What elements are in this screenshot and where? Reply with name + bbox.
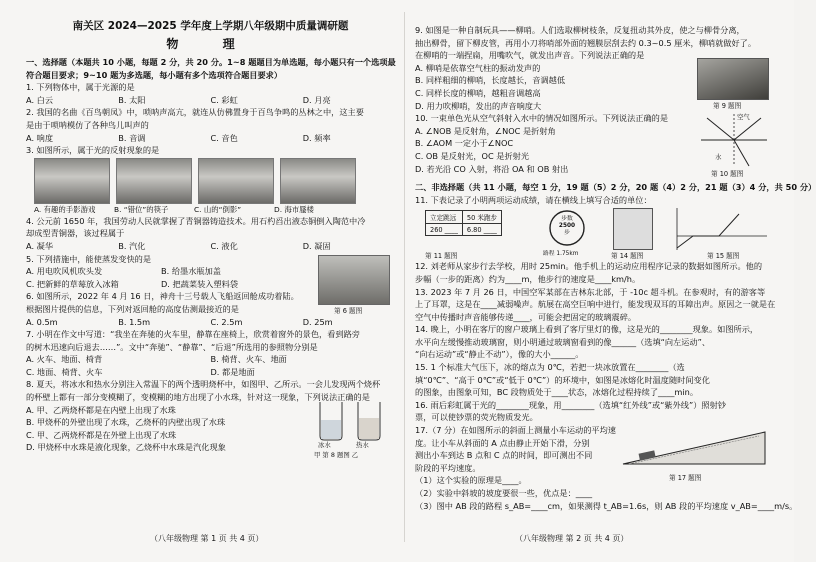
question-6-options — [26, 316, 395, 329]
option[interactable]: C. 把新鲜的草莓放入冰箱 — [26, 278, 119, 289]
question-7-cont: 的树木迅速向后退去……”。文中“奔驰”、“静靠”、“后退”所选用的参照物分别是 — [26, 341, 318, 352]
option[interactable]: A. ∠NOB 是反射角，∠NOC 是折射角 — [415, 125, 556, 136]
option[interactable]: C. 液化 — [210, 240, 238, 251]
option[interactable]: D. 若光沿 CO 入射，将沿 OA 和 OB 射出 — [415, 163, 569, 174]
option[interactable]: D. 海市蜃楼 — [274, 204, 314, 214]
question-12: 12. 刘老师从家步行去学校，用时 25min。他手机上的运动应用程序记录的数据如图所示。他的 — [415, 261, 763, 272]
question-5-options-1 — [26, 265, 296, 278]
question-4-options — [26, 240, 395, 253]
question-4-cont: 却成型青铜器，该过程属于 — [26, 228, 125, 239]
window-figure — [613, 208, 653, 250]
option[interactable]: C. 山的“倒影” — [194, 204, 242, 214]
option[interactable]: D. 凝固 — [302, 240, 331, 251]
option[interactable]: D. 频率 — [302, 132, 331, 143]
refraction-diagram — [701, 112, 767, 172]
beakers-figure — [312, 398, 392, 458]
question-10: 10. 一束单色光从空气斜射入水中的情况如图所示。下列说法正确的是 — [415, 113, 669, 124]
question-9-cont-2: 在柳哨的一端捏扁，用嘴吹气，就发出声音。下列说法正确的是 — [415, 50, 645, 61]
question-1: 1. 下列物体中，属于光源的是 — [26, 82, 135, 93]
incline-figure — [619, 424, 769, 472]
question-17-part-2: （2）实验中斜坡的坡度要很一些，优点是：____ — [415, 488, 593, 498]
table-cell: 260 ____ — [426, 224, 463, 236]
table-header: 50 米跑步 — [462, 211, 501, 224]
question-2-options — [26, 132, 395, 145]
option[interactable]: D. 甲烧杯中水珠是液化现象，乙烧杯中水珠是汽化现象 — [26, 442, 226, 453]
option[interactable]: B. 同样粗细的柳哨，长度越长，音调越低 — [415, 75, 566, 86]
option[interactable]: D. 月亮 — [302, 94, 331, 105]
melting-graph — [669, 206, 769, 252]
water-label: 水 — [715, 153, 722, 162]
figure-9-caption: 第 9 题图 — [713, 101, 742, 110]
option[interactable]: D. 25m — [302, 316, 333, 327]
table-header: 立定跳远 — [426, 211, 463, 224]
option[interactable]: A. 有趣的手影游戏 — [34, 204, 96, 214]
figure-11-caption: 第 11 题图 — [425, 252, 458, 261]
figure-17-caption: 第 17 题图 — [669, 474, 702, 483]
option[interactable]: A. 柳哨是依靠空气柱的振动发声的 — [415, 62, 541, 73]
figure-15-caption: 第 15 题图 — [707, 252, 740, 261]
question-5-options-2 — [26, 278, 296, 291]
section-2-heading: 二、非选择题（共 11 小题，每空 1 分，19 题（5）2 分，20 题（4）2 分，21 题（3）4 分，共 50 分） — [415, 182, 816, 193]
question-1-options — [26, 94, 395, 107]
question-17-part-1: （1）这个实验的原理是____。 — [415, 475, 527, 486]
question-17-cont: 度。让小车从斜面的 A 点由静止开始下滑，分别 — [415, 437, 590, 448]
beaker-label-ice: 冰水 — [318, 440, 331, 449]
steps-label: 步数 — [561, 216, 573, 223]
question-15: 15. 1 个标准大气压下，冰的熔点为 0℃，若把一块冰放置在________（选 — [415, 362, 685, 373]
figures-row-11-15 — [415, 206, 772, 260]
option[interactable]: B. 甲烧杯的外壁出现了水珠，乙烧杯的内壁出现了水珠 — [26, 417, 226, 428]
question-15-cont: 填“0℃”、“高于 0℃”或“低于 0℃”）的环境中，如图是冰熔化时温度随时间变化 — [415, 374, 710, 385]
option[interactable]: B. 汽化 — [118, 240, 146, 251]
hand-shadow-photo — [34, 158, 110, 204]
chopsticks-photo — [116, 158, 192, 204]
option[interactable]: A. 凝华 — [26, 240, 54, 251]
capsule-photo — [318, 255, 390, 305]
question-6-cont: 根据图片提供的信息，下列对返回舱的高度估测最接近的是 — [26, 303, 239, 314]
option[interactable]: B. 椅背、火车、地面 — [210, 354, 287, 365]
question-13-cont-2: 空气中传播时声音能够传递____，可能会把固定的玻璃震碎。 — [415, 311, 637, 322]
question-17-cont-2: 测出小车到达 B 点和 C 点的时间，即可测出不同 — [415, 450, 593, 461]
figure-14-caption: 第 14 题图 — [611, 252, 644, 261]
question-12-cont: 步幅（一步的距离）约为____m，他步行的速度是____km/h。 — [415, 273, 641, 284]
steps-value: 2500 — [558, 223, 576, 230]
question-6: 6. 如图所示，2022 年 4 月 16 日，神舟十三号载人飞船返回舱成功着陆。 — [26, 291, 299, 302]
question-14: 14. 晚上，小明在客厅的窗户玻璃上看到了客厅里灯的像，这是光的________现象。如图所示， — [415, 324, 759, 335]
option[interactable]: A. 甲、乙两烧杯都是在内壁上出现了水珠 — [26, 404, 176, 415]
figure-10-caption: 第 10 题图 — [711, 170, 744, 179]
option[interactable]: B. 给墨水瓶加盖 — [161, 266, 221, 277]
question-4: 4. 公元前 1650 年，我国劳动人民就掌握了青铜器铸造技术。用石杓舀出液态铜倒入陶范中冷 — [26, 215, 366, 226]
section-1-heading-2: 符合题目要求；9~10 题为多选题，每小题有多个选项符合题目要求） — [26, 69, 283, 80]
option[interactable]: C. 彩虹 — [210, 94, 238, 105]
mirage-photo — [280, 158, 356, 204]
question-13-cont: 上了耳罩，这是在____减弱噪声。航展在高空巨响中进行，能发现双耳的耳障出声。原因之一就是在 — [415, 299, 776, 310]
figure-6-caption: 第 6 题图 — [334, 306, 363, 315]
option[interactable]: A. 白云 — [26, 94, 54, 105]
question-17-part-3: （3）图中 AB 段的路程 s_AB=____cm，如果测得 t_AB=1.6s，则 AB 段的平均速度 v_AB=____m/s。 — [415, 500, 798, 511]
question-5: 5. 下列措施中，能使蒸发变快的是 — [26, 253, 152, 264]
sports-table — [425, 210, 502, 236]
question-16-cont: 票，可以使钞票的荧光物质发光。 — [415, 412, 538, 423]
question-3-options — [34, 205, 395, 215]
option[interactable]: C. 同样长度的柳哨，越粗音调越高 — [415, 87, 541, 98]
question-9-cont: 抽出柳骨，留下柳皮管，再用小刀将哨部外面的翘膜层刮去约 0.3~0.5 厘米，柳哨就做好了。 — [415, 37, 757, 48]
question-3-images — [34, 158, 395, 204]
mountain-reflection-photo — [198, 158, 274, 204]
option[interactable]: D. 把蔬菜装入塑料袋 — [161, 278, 239, 289]
table-cell: 6.80 ____ — [462, 224, 501, 236]
exam-subject: 物 理 — [166, 37, 255, 51]
question-3: 3. 如图所示，属于光的反射现象的是 — [26, 145, 160, 156]
question-14-cont-2: “向右运动”或“静止不动”），像的大小______。 — [415, 349, 584, 360]
question-9: 9. 如图是一种自制玩具——柳哨。人们选取柳树枝条，反复扭动其外皮，使之与柳骨分离， — [415, 25, 745, 35]
option[interactable]: B. ∠AOM 一定小于∠NOC — [415, 138, 514, 149]
question-15-cont-2: 的图象，由图象可知，BC 段物质处于____状态，冰熔化过程持续了____min。 — [415, 387, 699, 398]
option[interactable]: A. 响度 — [26, 132, 54, 143]
page-1-footer: （八年级物理 第 1 页 共 4 页） — [150, 534, 264, 543]
option[interactable]: C. 地面、椅背、火车 — [26, 366, 103, 377]
page-1 — [0, 0, 405, 562]
option[interactable]: D. 都是地面 — [210, 366, 255, 377]
step-counter-text — [547, 216, 587, 237]
question-17-cont-3: 阶段的平均速度。 — [415, 462, 481, 473]
question-8: 8. 夏天，将冰水和热水分别注入常温下的两个透明烧杯中，如图甲、乙所示。一会儿发现两个烧杯 — [26, 379, 381, 390]
option[interactable]: A. 0.5m — [26, 316, 58, 327]
question-17: 17.（7 分）在如图所示的斜面上测量小车运动的平均速 — [415, 425, 616, 436]
question-8-cont: 的杯壁上都有一部分变模糊了，变模糊的地方出现了小水珠，针对这一现象，下列说法正确的是 — [26, 392, 370, 403]
question-13: 13. 2023 年 7 月 26 日，中国空军某部在吉林东北部，于 -10c 超斗机。在参观时，有的游客等 — [415, 286, 766, 297]
steps-unit: 步 — [564, 230, 570, 237]
question-7-options-1 — [26, 353, 395, 366]
distance-label: 路程 1.75km — [543, 251, 579, 258]
beaker-label-hot: 热水 — [356, 440, 369, 449]
figure-8-caption: 甲 第 8 题图 乙 — [314, 450, 359, 459]
question-2-cont: 是由于唢呐模仿了各种鸟儿叫声的 — [26, 119, 149, 130]
page-2-footer: （八年级物理 第 2 页 共 4 页） — [515, 534, 629, 543]
option[interactable]: B. “错位”的筷子 — [114, 204, 169, 214]
air-label: 空气 — [737, 113, 750, 122]
option[interactable]: C. 音色 — [210, 132, 238, 143]
willow-whistle-photo — [697, 58, 769, 100]
question-7: 7. 小明在作文中写道：“我坐在奔驰的火车里，静靠在座椅上，欣赏着窗外的景色，看到路旁 — [26, 329, 360, 340]
question-14-cont: 水平向左缓慢推动玻璃窗，则小明通过玻璃窗看到的像______（选填“向左运动”、 — [415, 336, 711, 347]
option[interactable]: C. OB 是反射光，OC 是折射光 — [415, 150, 530, 161]
option[interactable]: B. 1.5m — [118, 316, 151, 327]
question-2: 2. 我国的名曲《百鸟朝凤》中，唢呐声高亢，就连从仿佛置身于百鸟争鸣的丛林之中，这主要 — [26, 107, 364, 118]
question-11: 11. 下表记录了小明两项运动成绩，请在横线上填写合适的单位： — [415, 194, 652, 205]
question-7-options-2 — [26, 366, 395, 379]
question-16: 16. 雨后彩虹属于光的________现象，用________（选填“红外线”或“紫外线”）照射钞 — [415, 399, 726, 410]
option[interactable]: B. 太阳 — [118, 94, 146, 105]
option[interactable]: A. 用电吹风机吹头发 — [26, 266, 103, 277]
option[interactable]: A. 火车、地面、椅背 — [26, 354, 103, 365]
section-1-heading: 一、选择题（本题共 10 小题，每题 2 分，共 20 分。1~8 题题目为单选题，每小题只有一个选项最 — [26, 57, 396, 67]
option[interactable]: D. 用力吹柳哨，发出的声音响度大 — [415, 100, 542, 111]
option[interactable]: C. 甲、乙两烧杯都是在外壁上出现了水珠 — [26, 429, 177, 440]
exam-title: 南关区 2024—2025 学年度上学期八年级期中质量调研题 — [72, 20, 349, 32]
option[interactable]: C. 2.5m — [210, 316, 243, 327]
option[interactable]: B. 音调 — [118, 132, 146, 143]
page-2 — [405, 0, 816, 562]
